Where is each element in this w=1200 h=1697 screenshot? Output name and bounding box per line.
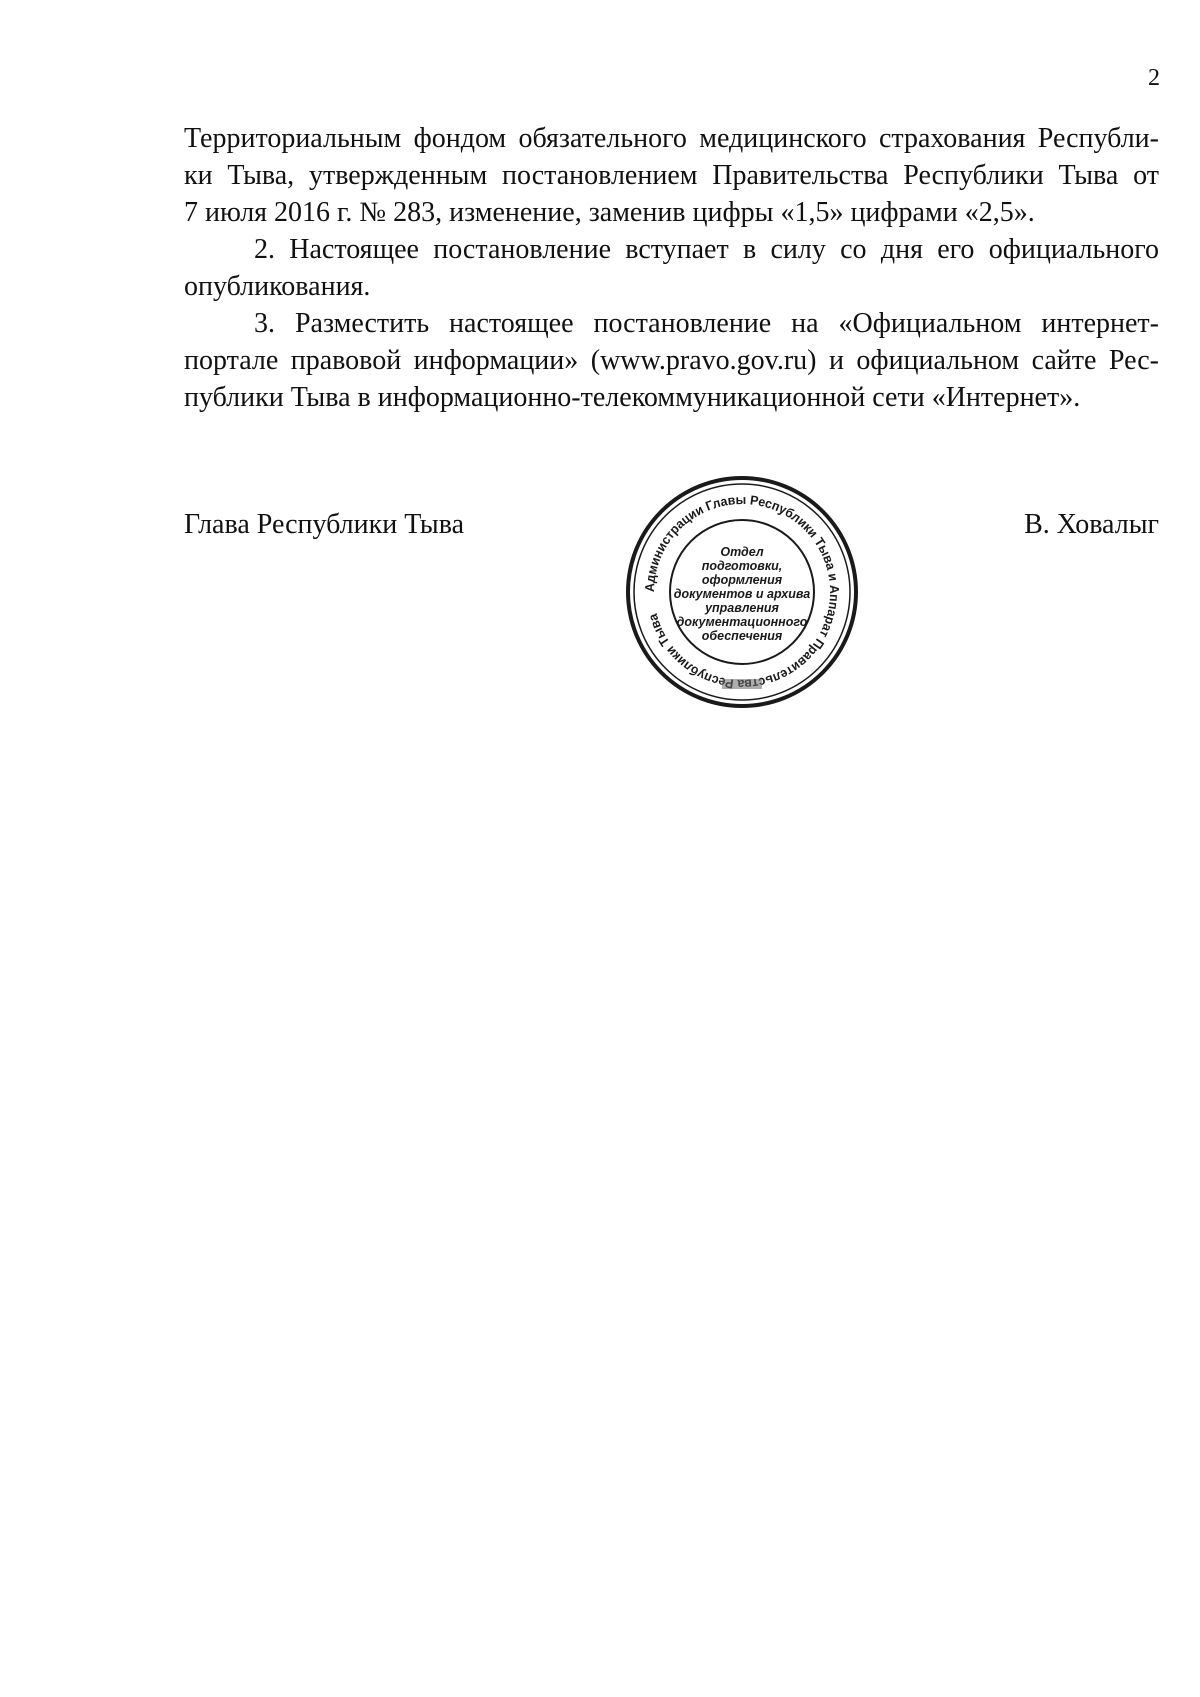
seal-center-line-7: обеспечения (701, 629, 783, 643)
paragraph-2-line-2: опубликования. (184, 271, 371, 302)
seal-center-line-2: подготовки, (701, 559, 783, 573)
official-seal (624, 474, 860, 710)
paragraph-1-line-2: ки Тыва, утвержденным постановлением Правительства Республики Тыва от (184, 160, 1159, 191)
seal-blur-mark (722, 679, 762, 689)
paragraph-3-line-2: портале правовой информации» (www.pravo.gov.ru) и официальном сайте Рес- (184, 345, 1159, 376)
paragraph-1-line-3: 7 июля 2016 г. № 283, изменение, заменив цифры «1,5» цифрами «2,5». (184, 197, 1035, 228)
seal-center-line-1: Отдел (720, 545, 764, 559)
seal-ring-text: Администрации Главы Республики Тыва и Аппарат Правитель еспублики Тыва (641, 491, 843, 691)
seal-graphic (624, 474, 860, 710)
page-number: 2 (1148, 65, 1160, 91)
seal-center-line-3: оформления (701, 573, 783, 587)
paragraph-3-line-1: 3. Разместить настоящее постановление на «Официальном интернет- (254, 308, 1159, 339)
document-body (184, 120, 1159, 416)
seal-center-line-4: документов и архива (673, 587, 811, 601)
paragraph-2-line-1: 2. Настоящее постановление вступает в силу со дня его официального (254, 234, 1159, 265)
paragraph-1-line-1: Территориальным фондом обязательного медицинского страхования Республи- (184, 123, 1159, 154)
paragraph-3-line-3: публики Тыва в информационно-телекоммуникационной сети «Интернет». (184, 382, 1081, 413)
signatory-position: Глава Республики Тыва (184, 509, 465, 540)
seal-center-line-5: управления (705, 601, 779, 615)
signatory-name: В. Ховалыг (1024, 509, 1159, 540)
seal-center-line-6: документационного (676, 615, 808, 629)
